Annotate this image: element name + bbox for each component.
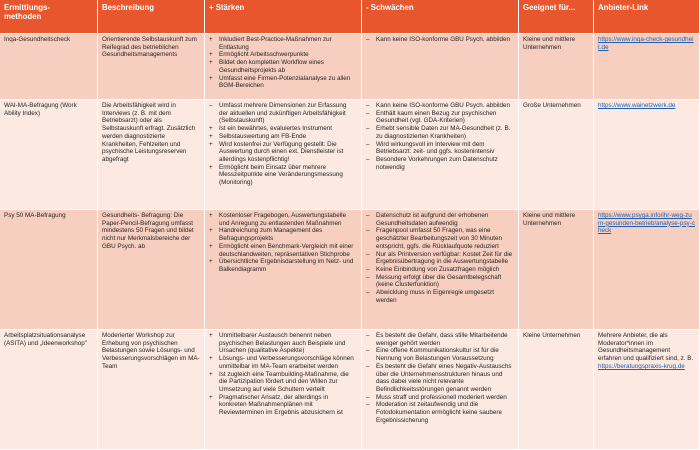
strength-item: + Umfasst eine Firmen-Potenzialanalyse zu allen BGM-Bereichen (209, 75, 357, 90)
header-provider-link: Anbieter-Link (594, 0, 700, 34)
table-header-row (0, 0, 700, 34)
description-cell: Moderierter Workshop zur Erhebung von psychischen Belastungen sowie Lösungs- und Verbesserungsvorschlägen im MA-Team (98, 330, 205, 450)
weakness-item: – Eine offene Kommunikationskultur ist für die Nennung von Belastungen Voraussetzung (366, 347, 514, 362)
strength-item: + Ermöglicht beim Einsatz über mehrere Messzeitpunkte eine Veränderungsmessung (Monitoring) (209, 164, 357, 187)
weaknesses-cell (362, 34, 519, 100)
header-weaknesses: - Schwächen (362, 0, 519, 34)
method-cell: Inqa-Gesundheitscheck (0, 34, 98, 100)
strength-item: + Selbstauswertung am FB-Ende (209, 133, 357, 141)
weakness-item: – Erhebt sensible Daten zur MA-Gesundheit (z. B. zu diagnostizierten Krankheiten) (366, 125, 514, 140)
weakness-item: – Es besteht die Gefahr, dass stille Mitarbeitende weniger gehört werden (366, 332, 514, 347)
strengths-cell (205, 210, 362, 330)
table-row (0, 34, 700, 100)
strength-item: + Ermöglicht Arbeitsschwerpunkte (209, 51, 357, 59)
strength-item: + Handreichung zum Management des Befragungsprojekts (209, 227, 357, 242)
weakness-item: – Abwicklung muss in Eigenregie umgesetzt werden (366, 289, 514, 304)
weakness-item: – Fragenpool umfasst 50 Fragen, was eine geschätzter Bearbeitungszeit von 30 Minuten entspricht, ggfs. die Rücklaufquote reduziert (366, 227, 514, 250)
strengths-cell (205, 34, 362, 100)
strength-item: + Übersichtliche Ergebnisdarstellung im Netz- und Balkendiagramm (209, 258, 357, 273)
weakness-item: – Datenschutz ist aufgrund der erhobenen Gesundheitsdaten aufwendig (366, 212, 514, 227)
weakness-item: – Keine Einbindung von Zusatzfragen möglich (366, 266, 514, 274)
weakness-item: – Wird wirkungsvoll im Interview mit dem Betriebsarzt: zeit- und ggfs. kostenintensiv (366, 141, 514, 156)
header-suited-for: Geeignet für... (519, 0, 594, 34)
provider-intro: Mehrere Anbieter, die als Moderator*innen im Gesundheitsmanagement erfahren und qualifiziert sind, z. B. (598, 332, 694, 363)
strength-item: + Bildet den kompletten Workflow eines Gesundheitsprojekts ab (209, 59, 357, 74)
weakness-item: – Es besteht die Gefahr eines Negativ-Austauschs über die Unternehmensstrukturen hinaus und dass dabei viele nicht relevante Befindlichkeitsstörungen genannt werden (366, 363, 514, 394)
link-cell (594, 330, 700, 450)
suited-cell: Kleine und mittlere Unternehmen (519, 210, 594, 330)
weakness-item: – Nur als Printversion verfügbar: Kostet Zeit für die Ergebnisübertragung in die Auswertungstabelle (366, 251, 514, 266)
table-row (0, 210, 700, 330)
weakness-item: – Moderation ist zeitaufwendig und die Fotodokumentation ermöglicht keine saubere Ergebnissicherung (366, 401, 514, 424)
description-cell: Orientierende Selbstauskunft zum Reifegrad des betrieblichen Gesundheitsmanagements (98, 34, 205, 100)
provider-link[interactable]: https://www.wainetzwerk.de (598, 102, 676, 109)
strength-item: + Ist zugleich eine Teambuilding-Maßnahme, die die Partizipation fördert und den Willen zur Umsetzung auf viele Schultern verteilt (209, 371, 357, 394)
method-cell: Arbeitsplatzsituationsanalyse (ASITA) und „Ideenworkshop" (0, 330, 98, 450)
weakness-item: – Enthält kaum einen Bezug zur psychischen Gesundheit (vgl. GDA-Kriterien) (366, 110, 514, 125)
table-row (0, 330, 700, 450)
provider-link[interactable]: https://beratungspraxis-krug.de (598, 362, 685, 370)
strength-item: + Inkludiert Best-Practice-Maßnahmen zur Entlastung (209, 36, 357, 51)
description-cell: Die Arbeitsfähigkeit wird in Interviews (z. B. mit dem Betriebsarzt) oder als Selbstauskunft erfragt. Zusätzlich werden diagnostizierte Krankheiten, Fehlzeiten und psychische Leistungsreserven abgefragt (98, 100, 205, 210)
weakness-item: – Messung erfolgt über die Gesamtbelegschaft (keine Clusterfunktion) (366, 274, 514, 289)
provider-link[interactable]: https://www.inqa-check-gesundheit.de (598, 36, 694, 51)
strength-item: + Lösungs- und Verbesserungsvorschläge können unmittelbar im MA-Team erarbeitet werden (209, 355, 357, 370)
strength-item: + Pragmatischer Ansatz, der allerdings in konkreten Maßnahmenplänen mit Reviewterminen im Ergebnis abzusichern ist (209, 394, 357, 417)
provider-link[interactable]: https://www.psyga.info/ihr-weg-zum-gesunden-betrieb/analyse-psy-check (598, 212, 695, 235)
weaknesses-cell (362, 100, 519, 210)
link-cell (594, 210, 700, 330)
strength-item: + Wird kostenfrei zur Verfügung gestellt: Die Auswertung durch einen ext. Dienstleister ist allerdings kostenpflichtig! (209, 141, 357, 164)
method-cell: WAI-MA-Befragung (Work Ability Index) (0, 100, 98, 210)
table-row (0, 100, 700, 210)
link-cell (594, 100, 700, 210)
header-strengths: + Stärken (205, 0, 362, 34)
method-cell: Psy 50 MA-Befragung (0, 210, 98, 330)
strength-item: – Umfasst mehrere Dimensionen zur Erfassung der aktuellen und zukünftigen Arbeitsfähigkeit (Selbstauskunft) (209, 102, 357, 125)
strength-item: + Ermöglicht einen Benchmark-Vergleich mit einer deutschlandweiten, repräsentativen Stichprobe (209, 243, 357, 258)
description-cell: Gesundheits- Befragung: Die Paper-Pencil-Befragung umfasst mindestens 50 Fragen und bildet nicht nur Merkmalsbereiche der GBU Psych. ab (98, 210, 205, 330)
strength-item: + Ist ein bewährtes, evaluiertes Instrument (209, 125, 357, 133)
strengths-cell (205, 330, 362, 450)
header-description: Beschreibung (98, 0, 205, 34)
strength-item: + Kostenloser Fragebogen, Auswertungstabelle und Anregung zu entlastenden Maßnahmen (209, 212, 357, 227)
weakness-item: – Muss straff und professionell moderiert werden (366, 394, 514, 402)
weakness-item: – Kann keine ISO-konforme GBU Psych. abbilden (366, 102, 514, 110)
weakness-item: – Kann keine ISO-konforme GBU Psych. abbilden (366, 36, 514, 44)
strengths-cell (205, 100, 362, 210)
header-methods: Ermittlungs- methoden (0, 0, 98, 34)
link-cell (594, 34, 700, 100)
suited-cell: Kleine und mittlere Unternehmen (519, 34, 594, 100)
weakness-item: – Besondere Vorkehrungen zum Datenschutz notwendig (366, 156, 514, 171)
suited-cell: Kleine Unternehmen (519, 330, 594, 450)
strength-item: + Unmittelbarer Austausch benennt neben psychischen Belastungen auch Beispiele und Ursachen (qualitative Aspekte) (209, 332, 357, 355)
weaknesses-cell (362, 330, 519, 450)
weaknesses-cell (362, 210, 519, 330)
suited-cell: Große Unternehmen (519, 100, 594, 210)
